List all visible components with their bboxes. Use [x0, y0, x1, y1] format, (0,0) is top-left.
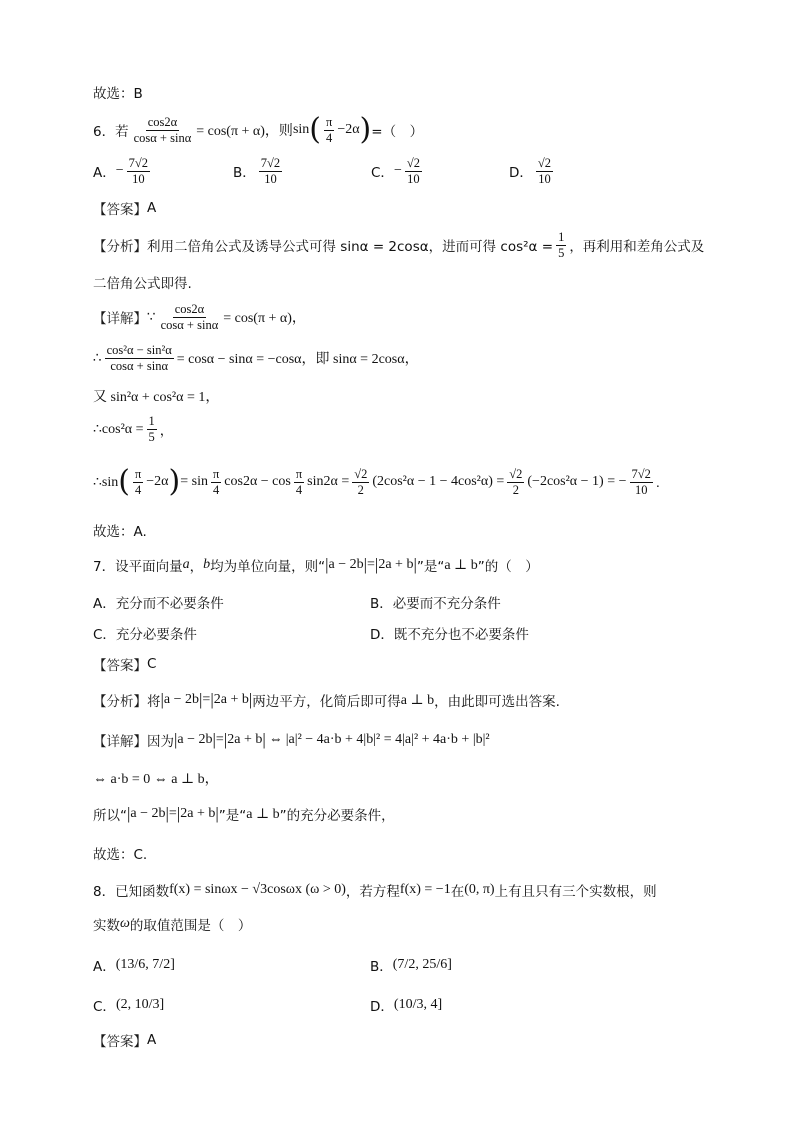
text: ∴ — [93, 350, 102, 366]
frac-num: 7√2 — [128, 156, 149, 171]
frac-den: 10 — [132, 171, 145, 186]
question-8-options-row1 — [93, 950, 734, 980]
question-6-options — [93, 154, 734, 188]
frac-den: 5 — [558, 245, 565, 260]
frac-den: cosα + sinα — [110, 358, 168, 373]
text: 的取值范围是（ ） — [129, 918, 252, 934]
text: 均为单位向量，则“ — [210, 559, 326, 575]
text: 所以“ — [93, 808, 127, 824]
pi-over-4 — [211, 467, 221, 497]
frac-num: π — [212, 467, 220, 482]
fraction — [105, 343, 174, 373]
frac-num: 7√2 — [260, 156, 281, 171]
q6-end: −2α — [337, 122, 360, 137]
option-b-value: (7/2, 25/6] — [392, 957, 452, 972]
frac-num: 7√2 — [631, 467, 651, 482]
frac-den: 2 — [512, 482, 519, 497]
question-7-options-row2 — [93, 623, 734, 643]
vector-b: b — [203, 557, 211, 572]
option-b — [370, 955, 452, 975]
text: 故选：C. — [93, 847, 148, 863]
frac-den: 5 — [148, 429, 155, 444]
text: ⇔ — [268, 732, 283, 747]
answer-8 — [93, 1030, 734, 1050]
prev-answer-line — [93, 82, 734, 102]
analysis-text: ，再利用和差角公式及 — [569, 239, 705, 255]
text: (2cos²α − 1 − 4cos²α) = — [372, 474, 505, 489]
option-value — [259, 156, 282, 186]
detail-6-line4 — [93, 412, 734, 446]
q6-fraction — [132, 115, 194, 145]
frac-num: cos2α — [147, 115, 178, 130]
option-c: C．充分必要条件 — [93, 627, 197, 643]
detail-tag: 【详解】 — [93, 311, 147, 327]
text: ， — [189, 559, 204, 575]
vector-expr-2: 2a + b — [180, 806, 216, 821]
question-8-stem-cont — [93, 914, 734, 934]
frac-num: π — [134, 467, 142, 482]
q6-fraction-repeat — [159, 302, 221, 332]
answer-value: A — [147, 200, 157, 216]
frac-den: 4 — [213, 482, 220, 497]
text: 上有且只有三个实数根，则 — [494, 884, 657, 900]
text: ”是“ — [416, 559, 445, 575]
vector-expr-2: 2a + b — [227, 732, 263, 747]
root2-over-2 — [352, 467, 369, 497]
paren-close: ) — [359, 112, 372, 147]
option-b: B．必要而不充分条件 — [370, 596, 501, 612]
root2-over-2 — [507, 467, 524, 497]
option-d — [370, 995, 442, 1015]
option-a: A．充分而不必要条件 — [93, 596, 224, 612]
text: ”的（ ） — [477, 559, 539, 575]
detail-tag: 【详解】 — [93, 734, 147, 750]
equation-expr: f(x) = −1 — [399, 882, 451, 897]
detail-6-line5 — [93, 462, 734, 502]
frac-num: 1 — [148, 414, 155, 429]
option-a: A． − $\frac{7√2}{10}$ — [93, 156, 149, 186]
question-8-options-row2 — [93, 990, 734, 1020]
answer-tag: 【答案】 — [93, 202, 147, 218]
frac-num: √2 — [509, 467, 523, 482]
frac-num: cos²α − sin²α — [106, 343, 172, 358]
detail-7-line2 — [93, 768, 734, 788]
one-fifth — [147, 414, 157, 444]
text: ， — [159, 423, 174, 439]
paren-close: ) — [168, 464, 181, 499]
frac-den: 10 — [264, 171, 277, 186]
vector-expr-1: a − 2b — [163, 692, 200, 707]
text: 在 — [450, 884, 465, 900]
detail-7-line3: 所以“ | a − 2b | = | 2a + b | ”是“ a ⊥ b ”的充分必要条件， — [93, 804, 395, 824]
vector-expr-1: a − 2b — [177, 732, 213, 747]
choice-7 — [93, 843, 734, 863]
text: = cosα − sinα = −cosα，即 sinα = 2cosα， — [176, 352, 419, 367]
one-fifth — [556, 230, 566, 260]
function-expr: f(x) = sinωx − √3cosωx (ω > 0) — [169, 882, 346, 897]
question-7-options-row1 — [93, 592, 734, 612]
text: ”的充分必要条件， — [279, 808, 395, 824]
vector-expr-1: a − 2b — [130, 806, 166, 821]
option-d: D．既不充分也不必要条件 — [370, 627, 529, 643]
option-d-value: (10/3, 4] — [393, 997, 443, 1012]
text: 因为 — [147, 734, 174, 750]
answer-6 — [93, 198, 734, 218]
text: . — [655, 474, 660, 490]
text: = sin — [180, 474, 208, 489]
text: 两边平方，化简后即可得 — [252, 694, 401, 710]
answer-7 — [93, 654, 734, 674]
perp-expr: a ⊥ b — [246, 806, 280, 822]
option-d-label: D． — [370, 999, 394, 1015]
option-d — [509, 156, 556, 186]
analysis-text: 二倍角公式即得. — [93, 276, 192, 292]
text: ，由此即可选出答案. — [434, 694, 560, 710]
vector-a: a — [182, 557, 190, 572]
option-c-value: (2, 10/3] — [115, 997, 165, 1012]
frac-num: √2 — [354, 467, 368, 482]
answer-value: C — [147, 656, 157, 672]
detail-6-line3 — [93, 386, 734, 406]
frac-num: √2 — [537, 156, 552, 171]
text: |a|² − 4a·b + 4|b|² = 4|a|² + 4a·b + |b|² — [285, 732, 490, 747]
analysis-7: 【分析】 将 | a − 2b | = | 2a + b | 两边平方，化简后即可得 a ⊥ b ，由此即可选出答案. — [93, 690, 560, 710]
text: = cos(π + α)， — [223, 311, 306, 326]
vector-expr-2: 2a + b — [378, 557, 414, 572]
frac-num: cos2α — [174, 302, 205, 317]
q6-after: =（ ） — [371, 124, 424, 140]
option-label: A． — [93, 165, 116, 181]
option-value — [536, 156, 553, 186]
text: ⇔ a·b = 0 ⇔ a ⊥ b， — [93, 772, 219, 787]
frac-num: π — [326, 115, 333, 130]
option-label: D． — [509, 165, 533, 181]
option-label: B． — [233, 165, 256, 181]
frac-den: 10 — [538, 171, 551, 186]
perp-expr: a ⊥ b — [400, 692, 435, 708]
text: 又 sin²α + cos²α = 1， — [93, 390, 220, 405]
answer-tag: 【答案】 — [93, 1034, 147, 1050]
text: 实数 — [93, 918, 120, 934]
pi-over-4 — [324, 115, 334, 145]
option-c: C． − $\frac{√2}{10}$ — [371, 156, 420, 186]
question-6-stem — [93, 112, 734, 148]
text: ”是“ — [218, 808, 247, 824]
text: cos2α − cos — [224, 474, 291, 489]
option-value — [405, 156, 422, 186]
option-label: C． — [371, 165, 394, 181]
question-8-stem — [93, 880, 734, 900]
question-7-stem: 7．设平面向量 a ， b 均为单位向量，则“ | a − 2b | = | 2a + b | ”是“ a ⊥ b ”的（ ） — [93, 555, 539, 575]
text: 7．设平面向量 — [93, 559, 183, 575]
detail-7-line1: 【详解】 因为 | a − 2b | = | 2a + b | ⇔ |a|² − 4a·b + 4|b|² = 4|a|² + 4a·b + |b|² — [93, 730, 490, 750]
choice-6 — [93, 520, 734, 540]
answer-tag: 【答案】 — [93, 658, 147, 674]
text: 将 — [147, 694, 161, 710]
perp-expr: a ⊥ b — [444, 557, 478, 573]
paren-open: ( — [118, 464, 130, 499]
vector-expr-1: a − 2b — [328, 557, 364, 572]
detail-6-line2 — [93, 340, 734, 376]
analysis-text: 利用二倍角公式及诱导公式可得 sinα = 2cosα，进而可得 cos²α = — [147, 239, 554, 255]
frac-den: 4 — [326, 130, 333, 145]
option-b-label: B． — [370, 959, 393, 975]
paren-open: ( — [309, 112, 321, 147]
analysis-6-cont — [93, 272, 734, 292]
analysis-6 — [93, 228, 734, 262]
detail-6-line1 — [93, 300, 734, 334]
frac-den: 10 — [407, 171, 420, 186]
vector-expr-2: 2a + b — [213, 692, 249, 707]
answer-value: A — [147, 1032, 157, 1048]
interval-expr: (0, π) — [464, 882, 495, 897]
q6-mid: = cos(π + α)，则 — [196, 124, 293, 139]
text: −2α — [146, 474, 169, 489]
pi-over-4 — [294, 467, 304, 497]
option-a-value: (13/6, 7/2] — [115, 957, 175, 972]
result-fraction — [630, 467, 653, 497]
text: ∴sin — [93, 474, 119, 490]
frac-num: √2 — [406, 156, 420, 171]
text: 8．已知函数 — [93, 884, 170, 900]
q6-prefix: 6．若 — [93, 124, 129, 140]
option-value — [127, 156, 150, 186]
option-b — [233, 156, 285, 186]
frac-den: cosα + sinα — [133, 130, 192, 145]
frac-den: 10 — [634, 482, 648, 497]
text: (−2cos²α − 1) = − — [527, 474, 627, 489]
pi-over-4 — [133, 467, 143, 497]
analysis-tag: 【分析】 — [93, 239, 147, 255]
option-a-label: A． — [93, 959, 116, 975]
analysis-tag: 【分析】 — [93, 694, 147, 710]
q6-sin: sin — [292, 122, 310, 137]
text: ∴cos²α = — [93, 421, 144, 437]
frac-den: 4 — [135, 482, 142, 497]
frac-den: 4 — [295, 482, 303, 497]
frac-num: π — [295, 467, 303, 482]
text: sin2α = — [307, 474, 350, 489]
frac-den: 2 — [357, 482, 364, 497]
frac-den: cosα + sinα — [160, 317, 219, 332]
frac-num: 1 — [558, 230, 565, 245]
option-c-label: C． — [93, 999, 116, 1015]
text: 故选：A. — [93, 524, 147, 540]
text: ，若方程 — [345, 884, 400, 900]
text: 故选：B — [93, 86, 143, 102]
text: ∵ — [147, 309, 156, 325]
omega: ω — [120, 916, 130, 931]
